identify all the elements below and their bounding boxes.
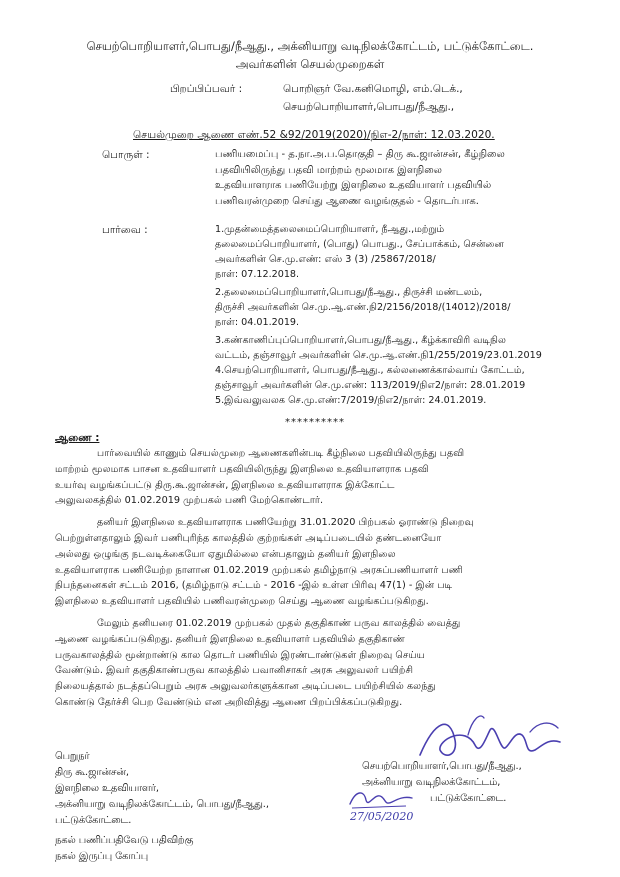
- order-para1-line: உயர்வு வழங்கப்பட்டு திரு.கூ.ஜான்சன், இளநிலை உதவியாளராக இக்கோட்ட: [55, 479, 395, 491]
- subject-line: பதவியிலிருந்து பதவி மாற்றம் மூலமாக இளநிலை: [215, 164, 442, 176]
- subject-line: பணியமைப்பு - த.நா.அ.ப.தொகுதி – திரு கூ.ஜான்சன், கீழ்நிலை: [215, 149, 505, 160]
- reference-item: 5.இவ்வலுவலக செ.மு.எண்:7/2019/நிஎ2/நாள்: 24.01.2019.: [215, 395, 487, 406]
- reference-item: தலைமைப்பொறியாளர், (பொது) பொபது., சேப்பாக்கம், சென்னை: [215, 239, 504, 250]
- order-reference: செயல்முறை ஆணை எண்.52 &92/2019(2020)/நிஎ-2/நாள்: 12.03.2020.: [133, 129, 495, 141]
- order-para1-line: மாற்றம் மூலமாக பாசன உதவியாளர் பதவியிலிருந்து இளநிலை உதவியாளராக பதவி: [55, 463, 429, 475]
- reference-label: பார்வை :: [102, 224, 148, 236]
- reference-item: திருச்சி அவர்களின் செ.மு.ஆ.எண்.நி2/2156/2018/(14012)/2018/: [215, 302, 511, 313]
- order-heading: ஆணை :: [55, 432, 100, 444]
- reference-item: 1.முதன்மைத்தலைமைப்பொறியாளர், நீஆது.,மற்றும்: [215, 224, 445, 235]
- order-para2-line: பெற்றுள்ளதாலும் இவர் பணிபுரிந்த காலத்தில் குற்றங்கள் அடிப்படையில் தண்டனையோ: [55, 532, 442, 544]
- signatory-line-2: அக்னியாறு வடிநிலக்கோட்டம்,: [362, 777, 501, 788]
- reference-item: அவர்களின் செ.மு.எண்: எஸ் 3 (3) /25867/2018/: [215, 254, 436, 265]
- initials: [346, 786, 416, 812]
- recipient-block: [55, 749, 315, 829]
- issuer-name: பொறிஞர் வே.கனிமொழி, எம்.டெக்.,: [283, 83, 463, 95]
- copies-block: [55, 833, 355, 865]
- header-line-1: செயற்பொறியாளர்,பொபது/நீஆது., அக்னியாறு வடிநிலக்கோட்டம், பட்டுக்கோட்டை.: [86, 39, 534, 53]
- recipient-line: பட்டுக்கோட்டை.: [55, 815, 132, 826]
- reference-item: வட்டம், தஞ்சாவூர் அவர்களின் செ.மு.ஆ.எண்.நி1/255/2019/23.01.2019: [215, 350, 542, 361]
- order-para3-line: நிலையத்தால் நடத்தப்பெறும் அரசு அலுவலர்களுக்கான அடிப்படை பயிற்சியில் கலந்து: [55, 681, 436, 693]
- subject-line: உதவியாளராக பணியேற்று இளநிலை உதவியாளர் பதவியில்: [215, 180, 492, 191]
- order-para3-line: வேண்டும். இவர் தகுதிகாண்பருவ காலத்தில் பவானிசாகர் அரசு அலுவலர் பயிற்சி: [55, 665, 414, 677]
- reference-item: 3.கண்காணிப்புப்பொறியாளர்,பொபது/நீஆது., கீழ்க்காவிரி வடிநில: [215, 335, 506, 346]
- order-para1-line: பார்வையில் காணும் செயல்முறை ஆணைகளின்படி கீழ்நிலை பதவியிலிருந்து பதவி: [97, 448, 465, 459]
- reference-list: [215, 222, 595, 408]
- order-body: [55, 446, 575, 711]
- signatory-line-1: செயற்பொறியாளர்,பொபது/நீஆது.,: [362, 761, 522, 772]
- order-para2-line: உதவியாளராக பணியேற்ற நாளான 01.02.2019 முற்பகல் தமிழ்நாடு அரசுப்பணியாளர் பணி: [55, 564, 464, 576]
- reference-item: நாள்: 07.12.2018.: [215, 269, 300, 280]
- recipient-line: அக்னியாறு வடிநிலக்கோட்டம், பொபது/நீஆது.,: [55, 799, 269, 810]
- order-para2-line: அல்லது ஒழுங்கு நடவடிக்கையோ ஏதுமில்லை என்பதாலும் தனியர் இளநிலை: [55, 548, 396, 560]
- recipient-label: பெறுநர்: [55, 751, 90, 762]
- subject-block: [215, 147, 583, 209]
- order-para1-line: அலுவலகத்தில் 01.02.2019 முற்பகல் பணி மேற்கொண்டார்.: [55, 495, 324, 507]
- issuer-label: பிறப்பிப்பவர் :: [170, 83, 243, 95]
- order-para2-line: இளநிலை உதவியாளர் பதவியில் பணிவரன்முறை செய்து ஆணை வழங்கப்படுகிறது.: [55, 596, 429, 608]
- issuer-designation: செயற்பொறியாளர்,பொபது/நீஆது.,: [283, 101, 455, 113]
- recipient-line: திரு கூ.ஜான்சன்,: [55, 767, 129, 778]
- signatory-line-3: பட்டுக்கோட்டை.: [430, 793, 507, 804]
- order-para3-line: பருவகாலத்தில் மூன்றாண்டு கால தொடர் பணியில் இரண்டாண்டுகள் நிறைவு செய்ய: [55, 649, 425, 661]
- handwritten-date: 27/05/2020: [350, 810, 414, 823]
- reference-item: 2.தலைமைப்பொறியாளர்,பொபது/நீஆது., திருச்சி மண்டலம்,: [215, 287, 483, 298]
- header-line-2: அவர்களின் செயல்முறைகள்: [235, 57, 385, 71]
- recipient-line: இளநிலை உதவியாளர்,: [55, 783, 160, 794]
- order-para2-line: தனியர் இளநிலை உதவியாளராக பணியேற்று 31.01.2020 பிற்பகல் ஓராண்டு நிறைவு: [97, 517, 474, 529]
- order-para3-line: மேலும் தனியரை 01.02.2019 முற்பகல் முதல் தகுதிகாண் பருவ காலத்தில் வைத்து: [97, 617, 461, 629]
- order-para3-line: ஆணை வழங்கப்படுகிறது. தனியர் இளநிலை உதவியாளர் பதவியில் தகுதிகாண்: [55, 633, 405, 645]
- subject-line: பணிவரன்முறை செய்து ஆணை வழங்குதல் - தொடர்பாக.: [215, 195, 479, 207]
- subject-label: பொருள் :: [102, 149, 150, 161]
- reference-item: நாள்: 04.01.2019.: [215, 317, 300, 328]
- reference-item: 4.செயற்பொறியாளர், பொபது/நீஆது., கல்லணைக்கால்வாய் கோட்டம்,: [215, 365, 525, 376]
- separator: **********: [285, 417, 345, 428]
- order-para3-line: கொண்டு தேர்ச்சி பெற வேண்டும் என அறிவித்து ஆணை பிறப்பிக்கப்படுகிறது.: [55, 696, 403, 708]
- reference-item: தஞ்சாவூர் அவர்களின் செ.மு.எண்: 113/2019/நிஎ2/நாள்: 28.01.2019: [215, 380, 526, 391]
- copy-line: நகல் இருப்பு கோப்பு: [55, 851, 149, 862]
- order-para2-line: நிபந்தனைகள் சட்டம் 2016, (தமிழ்நாடு சட்டம் - 2016 -இல் உள்ள பிரிவு 47(1) - இன் படி: [55, 580, 453, 592]
- copy-line: நகல் பணிப்பதிவேடு பதிவிற்கு: [55, 835, 194, 846]
